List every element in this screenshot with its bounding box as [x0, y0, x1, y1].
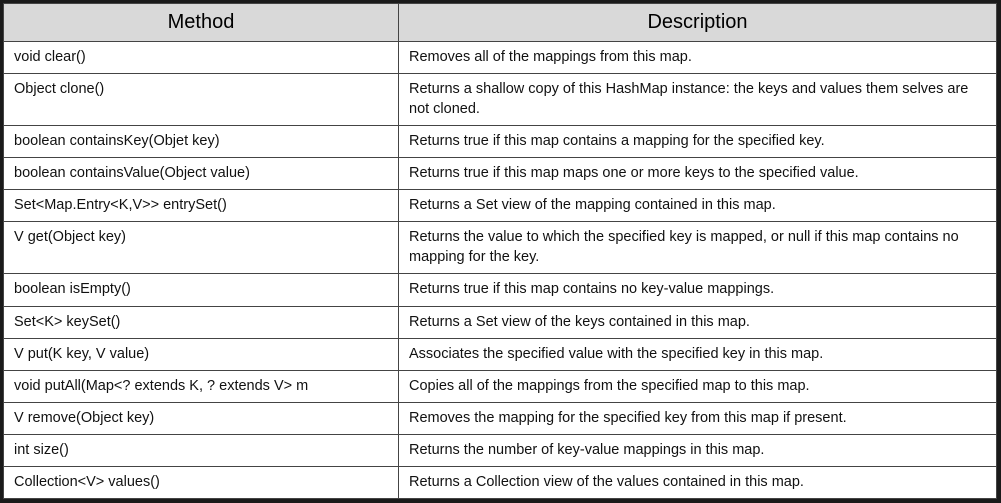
description-cell: Returns the value to which the specified key is mapped, or null if this map contains no mapping for the key. — [399, 222, 997, 274]
method-cell: V put(K key, V value) — [4, 338, 399, 370]
table-row — [4, 190, 997, 222]
description-cell: Returns a Set view of the mapping contained in this map. — [399, 190, 997, 222]
description-cell: Returns true if this map maps one or more keys to the specified value. — [399, 158, 997, 190]
description-cell: Copies all of the mappings from the specified map to this map. — [399, 370, 997, 402]
description-cell: Associates the specified value with the specified key in this map. — [399, 338, 997, 370]
table-row — [4, 466, 997, 498]
table-row — [4, 434, 997, 466]
method-cell: V get(Object key) — [4, 222, 399, 274]
description-cell: Returns true if this map contains a mapping for the specified key. — [399, 126, 997, 158]
description-cell: Returns a Set view of the keys contained in this map. — [399, 306, 997, 338]
table-row — [4, 42, 997, 74]
method-cell: Collection<V> values() — [4, 466, 399, 498]
description-cell: Returns true if this map contains no key-value mappings. — [399, 274, 997, 306]
header-description: Description — [399, 4, 997, 42]
header-method: Method — [4, 4, 399, 42]
table-row — [4, 370, 997, 402]
hashmap-methods-table — [3, 3, 997, 499]
method-cell: int size() — [4, 434, 399, 466]
method-cell: boolean isEmpty() — [4, 274, 399, 306]
table-row — [4, 402, 997, 434]
table-row — [4, 74, 997, 126]
method-cell: boolean containsValue(Object value) — [4, 158, 399, 190]
table-row — [4, 222, 997, 274]
table-row — [4, 274, 997, 306]
description-cell: Returns a shallow copy of this HashMap instance: the keys and values them selves are not cloned. — [399, 74, 997, 126]
description-cell: Removes all of the mappings from this map. — [399, 42, 997, 74]
description-cell: Returns a Collection view of the values contained in this map. — [399, 466, 997, 498]
method-cell: Object clone() — [4, 74, 399, 126]
method-cell: Set<Map.Entry<K,V>> entrySet() — [4, 190, 399, 222]
description-cell: Returns the number of key-value mappings in this map. — [399, 434, 997, 466]
table-row — [4, 338, 997, 370]
description-cell: Removes the mapping for the specified key from this map if present. — [399, 402, 997, 434]
table-row — [4, 126, 997, 158]
table-row — [4, 158, 997, 190]
method-cell: void putAll(Map<? extends K, ? extends V> m — [4, 370, 399, 402]
method-cell: boolean containsKey(Objet key) — [4, 126, 399, 158]
method-cell: void clear() — [4, 42, 399, 74]
table-row — [4, 306, 997, 338]
method-cell: Set<K> keySet() — [4, 306, 399, 338]
table-header-row — [4, 4, 997, 42]
method-cell: V remove(Object key) — [4, 402, 399, 434]
